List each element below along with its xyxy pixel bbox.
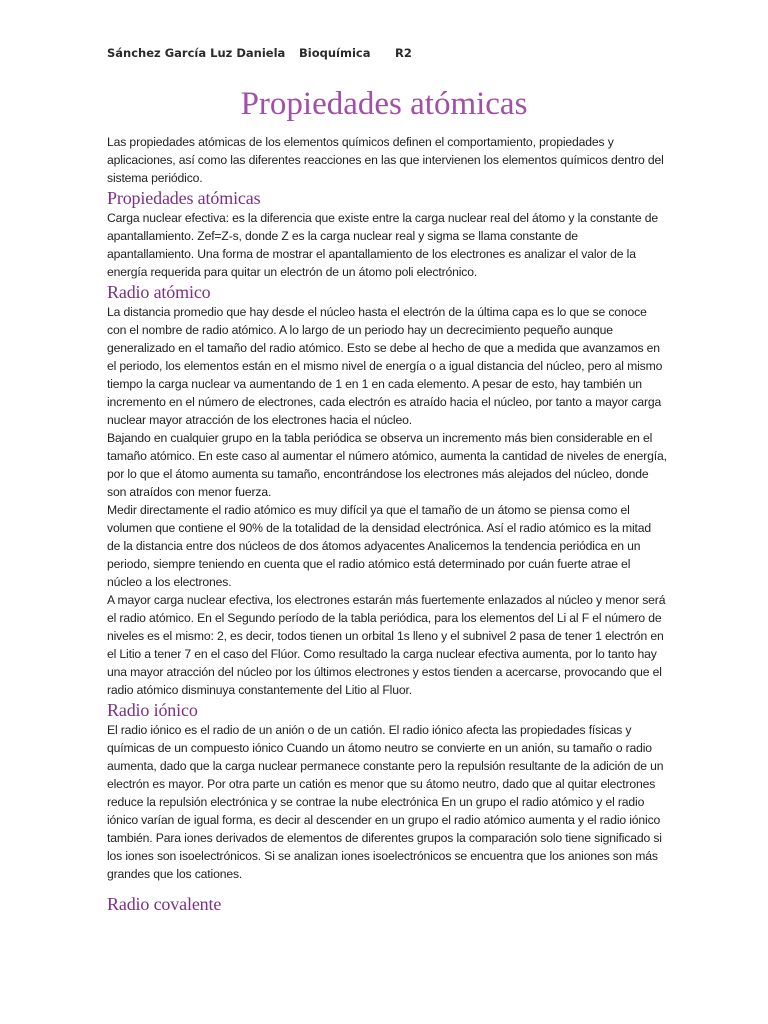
document-header [107, 46, 412, 60]
document-body [107, 133, 667, 915]
header-author: Sánchez García Luz Daniela [107, 46, 286, 60]
section-heading: Propiedades atómicas [107, 188, 261, 208]
paragraph: El radio iónico es el radio de un anión o de un catión. El radio iónico afecta las propiedades físicas y químicas de un compuesto iónico Cuando un átomo neutro se convierte en un anión, su tamaño o radio aumenta, dado que la carga nuclear permanece constante pero la repulsión resultante de la adición de un electrón es mayor. Por otra parte un catión es menor que su átomo neutro, dado que al quitar electrones reduce la repulsión electrónica y se contrae la nube electrónica En un grupo el radio atómico y el radio iónico varían de igual forma, es decir al descender en un grupo el radio atómico aumenta y el radio iónico también. Para iones derivados de elementos de diferentes grupos la comparación solo tiene significado si los iones son isoelectrónicos. Si se analizan iones isoelectrónicos se encuentra que los aniones son más grandes que los cationes. [107, 723, 664, 881]
paragraph: Medir directamente el radio atómico es muy difícil ya que el tamaño de un átomo se piensa como el volumen que contiene el 90% de la totalidad de la densidad electrónica. Así el radio atómico es la mitad de la distancia entre dos núcleos de dos átomos adyacentes Analicemos la tendencia periódica en un periodo, siempre teniendo en cuenta que el radio atómico está determinado por cuán fuerte atrae el núcleo a los electrones. [107, 503, 652, 589]
section-radio-ionico [107, 699, 667, 883]
page-title: Propiedades atómicas [240, 86, 528, 122]
section-heading: Radio iónico [107, 700, 198, 720]
paragraph: Carga nuclear efectiva: es la diferencia que existe entre la carga nuclear real del átomo y la constante de apantallamiento. Zef=Z-s, donde Z es la carga nuclear real y sigma se llama constante de apantallamiento. Una forma de mostrar el apantallamiento de los electrones es analizar el valor de la energía requerida para quitar un electrón de un átomo poli electrónico. [107, 211, 658, 279]
section-heading: Radio atómico [107, 282, 211, 302]
header-subject: Bioquímica [299, 46, 371, 60]
paragraph: La distancia promedio que hay desde el núcleo hasta el electrón de la última capa es lo que se conoce con el nombre de radio atómico. A lo largo de un periodo hay un decrecimiento pequeño aunque generalizado en el tamaño del radio atómico. Esto se debe al hecho de que a medida que avanzamos en el periodo, los elementos están en el mismo nivel de energía o a igual distancia del núcleo, pero al mismo tiempo la carga nuclear va aumentando de 1 en 1 en cada elemento. A pesar de esto, hay también un incremento en el número de electrones, cada electrón es atraído hacia el núcleo, por tanto a mayor carga nuclear mayor atracción de los electrones hacia el núcleo. [107, 305, 663, 427]
header-code: R2 [395, 46, 412, 60]
section-heading: Radio covalente [107, 894, 222, 914]
section-propiedades [107, 187, 667, 281]
intro-paragraph: Las propiedades atómicas de los elementos químicos definen el comportamiento, propiedades y aplicaciones, así como las diferentes reacciones en las que intervienen los elementos químicos dentro del sistema periódico. [107, 135, 664, 185]
paragraph: A mayor carga nuclear efectiva, los electrones estarán más fuertemente enlazados al núcleo y menor será el radio atómico. En el Segundo período de la tabla periódica, para los elementos del Li al F el número de niveles es el mismo: 2, es decir, todos tienen un orbital 1s lleno y el subnivel 2 pasa de tener 1 electrón en el Litio a tener 7 en el caso del Flúor. Como resultado la carga nuclear efectiva aumenta, por lo tanto hay una mayor atracción del núcleo por los últimos electrones y estos tienden a acercarse, provocando que el radio atómico disminuya constantemente del Litio al Fluor. [107, 593, 666, 697]
section-radio-atomico [107, 281, 667, 699]
paragraph: Bajando en cualquier grupo en la tabla periódica se observa un incremento más bien considerable en el tamaño atómico. En este caso al aumentar el número atómico, aumenta la cantidad de niveles de energía, por lo que el átomo aumenta su tamaño, encontrándose los electrones más alejados del núcleo, donde son atraídos con menor fuerza. [107, 431, 667, 499]
section-radio-covalente [107, 893, 667, 915]
